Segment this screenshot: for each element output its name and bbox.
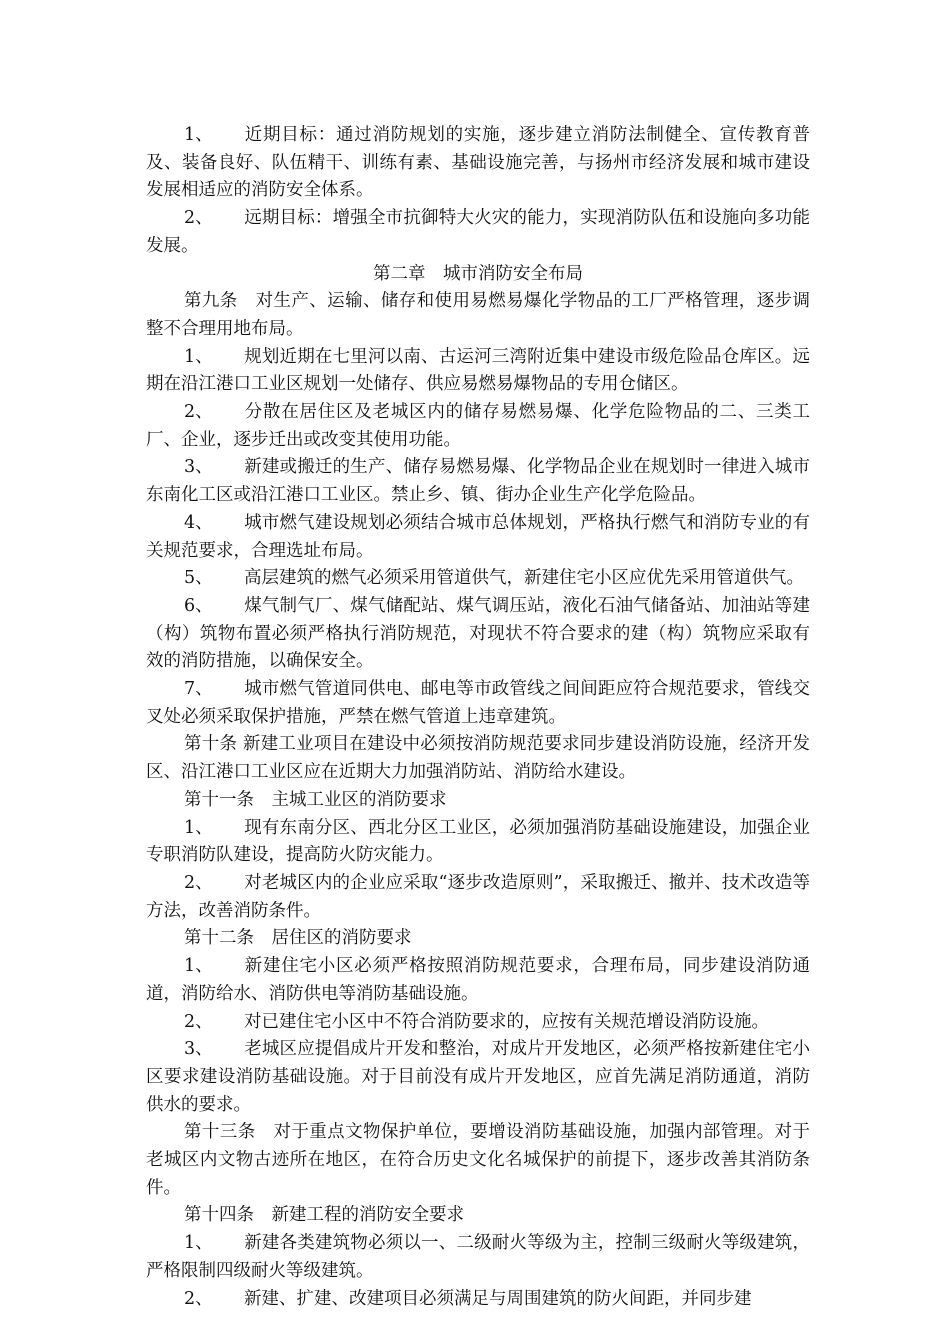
list-item bbox=[146, 1286, 810, 1314]
item-text: 远期目标：增强全市抗御特大火灾的能力，实现消防队伍和设施向多功能发展。 bbox=[146, 208, 810, 256]
item-number: 2、 bbox=[184, 872, 213, 893]
list-item bbox=[146, 565, 810, 593]
list-item bbox=[146, 399, 810, 454]
item-text: 煤气制气厂、煤气储配站、煤气调压站，液化石油气储备站、加油站等建（构）筑物布置必须严格执行消防规范，对现状不符合要求的建（构）筑物应采取有效的消防措施，以确保安全。 bbox=[146, 595, 810, 672]
item-text: 现有东南分区、西北分区工业区，必须加强消防基础设施建设，加强企业专职消防队建设，提高防火防灾能力。 bbox=[146, 817, 810, 866]
item-text: 对已建住宅小区中不符合消防要求的，应按有关规范增设消防设施。 bbox=[244, 1011, 769, 1032]
list-item bbox=[146, 344, 810, 399]
item-text: 规划近期在七里河以南、古运河三湾附近集中建设市级危险品仓库区。远期在沿江港口工业区规划一处储存、供应易燃易爆物品的专用仓储区。 bbox=[146, 346, 810, 395]
article-paragraph: 第十条 新建工业项目在建设中必须按消防规范要求同步建设消防设施，经济开发区、沿江港口工业区应在近期大力加强消防站、消防给水建设。 bbox=[146, 734, 810, 783]
item-number: 7、 bbox=[184, 679, 213, 700]
list-item bbox=[146, 870, 810, 925]
item-number: 3、 bbox=[184, 457, 213, 478]
item-number: 2、 bbox=[184, 1011, 213, 1032]
item-number: 1、 bbox=[184, 956, 213, 977]
item-text: 新建住宅小区必须严格按照消防规范要求，合理布局，同步建设消防通道，消防给水、消防供电等消防基础设施。 bbox=[146, 956, 810, 1004]
item-text: 对老城区内的企业应采取“逐步改造原则”，采取搬迁、撤并、技术改造等方法，改善消防条件。 bbox=[146, 872, 810, 921]
item-number: 1、 bbox=[184, 125, 213, 145]
item-number: 1、 bbox=[184, 346, 213, 367]
list-item bbox=[146, 593, 810, 676]
item-number: 1、 bbox=[184, 817, 213, 838]
item-text: 高层建筑的燃气必须采用管道供气，新建住宅小区应优先采用管道供气。 bbox=[244, 568, 804, 589]
list-item bbox=[146, 1009, 810, 1037]
item-number: 3、 bbox=[184, 1039, 213, 1060]
item-number: 1、 bbox=[184, 1233, 213, 1254]
item-number: 2、 bbox=[184, 1288, 213, 1309]
list-item bbox=[146, 122, 810, 205]
item-number: 6、 bbox=[184, 595, 213, 616]
item-text: 城市燃气管道同供电、邮电等市政管线之间间距应符合规范要求，管线交叉处必须采取保护措施，严禁在燃气管道上违章建筑。 bbox=[146, 679, 810, 727]
list-item bbox=[146, 815, 810, 870]
item-number: 2、 bbox=[184, 208, 213, 229]
item-number: 5、 bbox=[184, 568, 213, 589]
item-text: 城市燃气建设规划必须结合城市总体规划，严格执行燃气和消防专业的有关规范要求，合理选址布局。 bbox=[146, 512, 810, 561]
item-text: 近期目标：通过消防规划的实施，逐步建立消防法制健全、宣传教育普及、装备良好、队伍精干、训练有素、基础设施完善，与扬州市经济发展和城市建设发展相适应的消防安全体系。 bbox=[146, 125, 810, 201]
item-text: 老城区应提倡成片开发和整治，对成片开发地区，必须严格按新建住宅小区要求建设消防基础设施。对于目前没有成片开发地区，应首先满足消防通道，消防供水的要求。 bbox=[146, 1039, 810, 1115]
list-item bbox=[146, 1036, 810, 1119]
item-number: 4、 bbox=[184, 512, 213, 533]
article-heading: 第十二条 居住区的消防要求 bbox=[184, 928, 412, 949]
item-number: 2、 bbox=[184, 402, 213, 423]
item-text: 新建或搬迁的生产、储存易燃易爆、化学物品企业在规划时一律进入城市东南化工区或沿江港口工业区。禁止乡、镇、街办企业生产化学危险品。 bbox=[146, 457, 810, 506]
list-item bbox=[146, 953, 810, 1008]
item-text: 分散在居住区及老城区内的储存易燃易爆、化学危险物品的二、三类工厂、企业，逐步迁出或改变其使用功能。 bbox=[146, 402, 810, 450]
list-item bbox=[146, 510, 810, 565]
list-item bbox=[146, 205, 810, 260]
document-page bbox=[146, 122, 810, 1313]
item-text: 新建、扩建、改建项目必须满足与周围建筑的防火间距，并同步建 bbox=[244, 1288, 752, 1309]
list-item bbox=[146, 676, 810, 731]
list-item bbox=[146, 454, 810, 509]
article-heading: 第十一条 主城工业区的消防要求 bbox=[184, 789, 447, 810]
article-paragraph: 第十三条 对于重点文物保护单位，要增设消防基础设施，加强内部管理。对于老城区内文物古迹所在地区，在符合历史文化名城保护的前提下，逐步改善其消防条件。 bbox=[146, 1122, 810, 1198]
article-heading: 第十四条 新建工程的消防安全要求 bbox=[184, 1205, 464, 1226]
article-paragraph: 第九条 对生产、运输、储存和使用易燃易爆化学物品的工厂严格管理，逐步调整不合理用地布局。 bbox=[146, 291, 810, 339]
chapter-heading: 第二章 城市消防安全布局 bbox=[373, 263, 583, 284]
list-item bbox=[146, 1230, 810, 1285]
item-text: 新建各类建筑物必须以一、二级耐火等级为主，控制三级耐火等级建筑，严格限制四级耐火等级建筑。 bbox=[146, 1233, 810, 1281]
